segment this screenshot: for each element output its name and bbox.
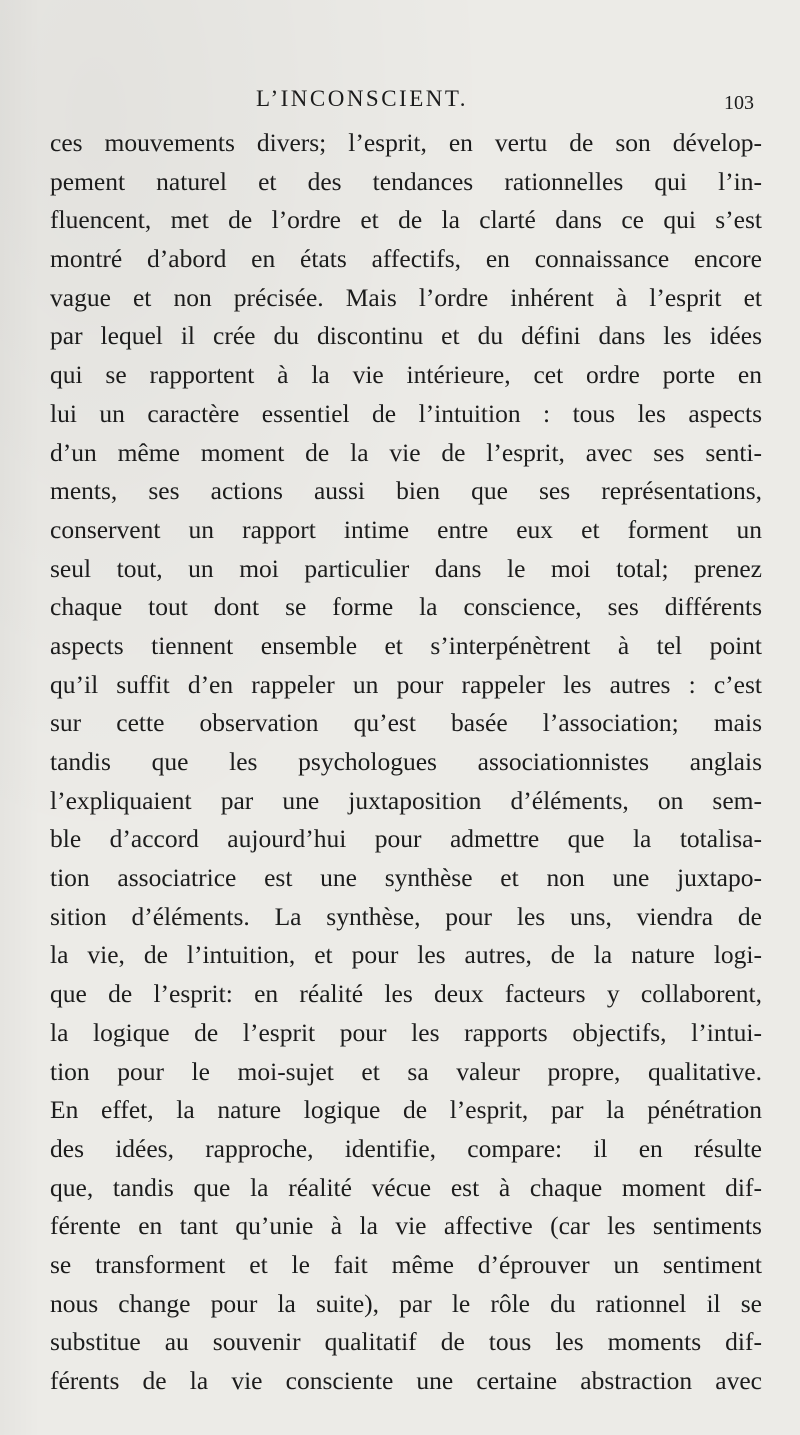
text-line: ments, ses actions aussi bien que ses représentations, <box>50 476 762 506</box>
text-line: ces mouvements divers; l’esprit, en vertu de son dévelop- <box>50 128 762 157</box>
text-line: conservent un rapport intime entre eux et forment un <box>50 514 762 544</box>
text-line: qu’il suffit d’en rappeler un pour rappeler les autres : c’est <box>50 669 762 699</box>
text-line: la vie, de l’intuition, et pour les autres, de la nature logi- <box>50 940 762 970</box>
text-line: fluencent, met de l’ordre et de la clarté dans ce qui s’est <box>50 205 762 235</box>
text-line: tion associatrice est une synthèse et non une juxtapo- <box>50 863 762 893</box>
text-line: nous change pour la suite), par le rôle du rationnel il se <box>50 1288 762 1318</box>
page-number: 103 <box>724 92 754 114</box>
text-line: En effet, la nature logique de l’esprit, par la pénétration <box>50 1095 762 1125</box>
text-line: des idées, rapproche, identifie, compare: il en résulte <box>50 1133 762 1163</box>
text-line: lui un caractère essentiel de l’intuition : tous les aspects <box>50 398 762 428</box>
text-line: l’expliquaient par une juxtaposition d’éléments, on sem- <box>50 785 762 815</box>
text-line: qui se rapportent à la vie intérieure, cet ordre porte en <box>50 360 762 390</box>
text-line: par lequel il crée du discontinu et du défini dans les idées <box>50 321 762 351</box>
text-line: aspects tiennent ensemble et s’interpénètrent à tel point <box>50 630 762 660</box>
text-line: la logique de l’esprit pour les rapports objectifs, l’intui- <box>50 1017 762 1047</box>
text-line: vague et non précisée. Mais l’ordre inhérent à l’esprit et <box>50 282 762 312</box>
text-line: pement naturel et des tendances rationnelles qui l’in- <box>50 166 762 196</box>
text-line: seul tout, un moi particulier dans le moi total; prenez <box>50 553 762 583</box>
text-line: ble d’accord aujourd’hui pour admettre que la totalisa- <box>50 824 762 854</box>
text-line: que, tandis que la réalité vécue est à chaque moment dif- <box>50 1172 762 1202</box>
running-header <box>0 86 800 116</box>
running-title: L’INCONSCIENT. <box>256 86 468 111</box>
text-line: sur cette observation qu’est basée l’association; mais <box>50 708 762 738</box>
text-line: chaque tout dont se forme la conscience, ses différents <box>50 592 762 622</box>
text-line: tandis que les psychologues associationnistes anglais <box>50 747 762 776</box>
text-line: que de l’esprit: en réalité les deux facteurs y collaborent, <box>50 979 762 1009</box>
text-line: d’un même moment de la vie de l’esprit, avec ses senti- <box>50 437 762 467</box>
text-line: tion pour le moi-sujet et sa valeur propre, qualitative. <box>50 1056 762 1086</box>
text-line: substitue au souvenir qualitatif de tous les moments dif- <box>50 1327 762 1357</box>
text-line: se transforment et le fait même d’éprouver un sentiment <box>50 1249 762 1279</box>
body-text <box>50 124 762 1401</box>
text-line: férente en tant qu’unie à la vie affective (car les sentiments <box>50 1211 762 1241</box>
text-line: montré d’abord en états affectifs, en connaissance encore <box>50 244 762 274</box>
text-line: sition d’éléments. La synthèse, pour les uns, viendra de <box>50 901 762 931</box>
text-line: férents de la vie consciente une certaine abstraction avec <box>50 1366 762 1395</box>
